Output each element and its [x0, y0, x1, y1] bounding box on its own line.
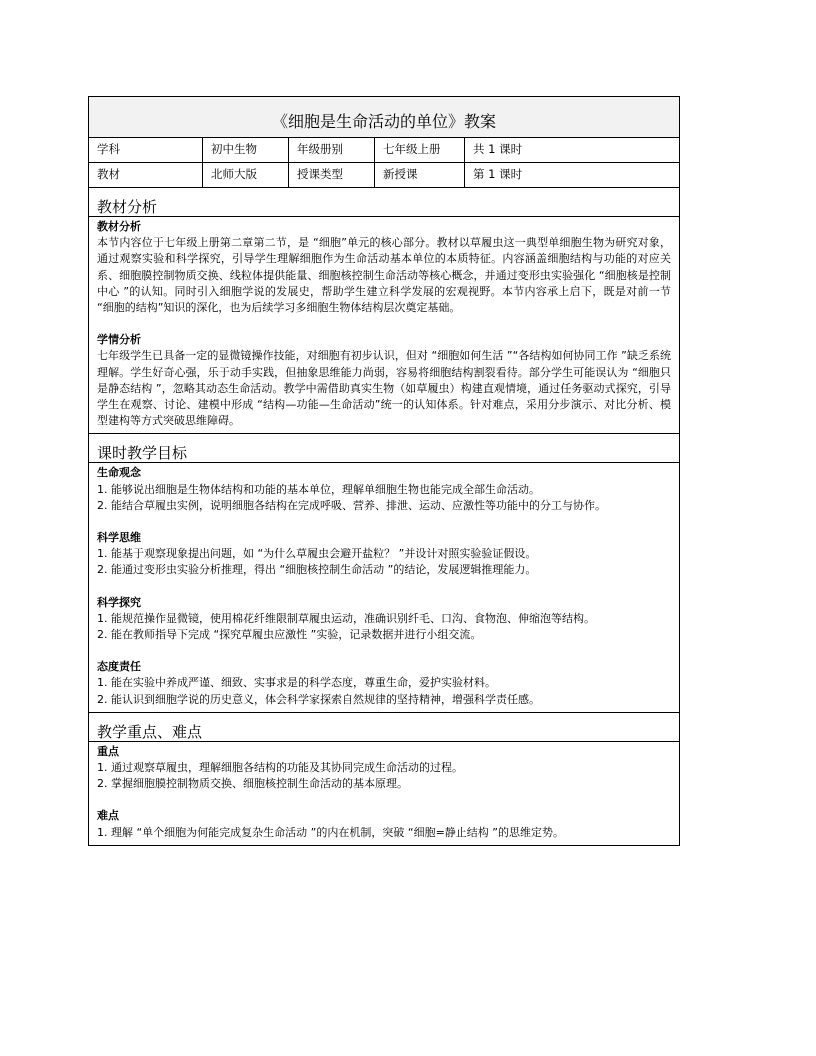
objective-item: 2. 能通过变形虫实验分析推理，得出 “细胞核控制生命活动 ”的结论，发展逻辑推理能力。 [97, 563, 537, 577]
section-heading-objectives: 课时教学目标 [89, 434, 679, 463]
difficult-point-item: 1. 理解 “单个细胞为何能完成复杂生命活动 ”的内在机制，突破 “细胞=静止结构 ”的思维定势。 [97, 825, 564, 839]
grade-label: 年级册别 [289, 138, 375, 162]
page-title: 《细胞是生命活动的单位》教案 [89, 97, 679, 138]
textbook-analysis-title: 教材分析 [97, 220, 141, 233]
student-analysis-title: 学情分析 [97, 333, 141, 347]
info-row-2 [89, 163, 679, 188]
subject-label: 学科 [89, 138, 203, 162]
section-analysis [89, 217, 679, 434]
objective-item: 2. 能在教师指导下完成 “探究草履虫应激性 ”实验，记录数据并进行小组交流。 [97, 628, 482, 642]
objective-item: 1. 能够说出细胞是生物体结构和功能的基本单位，理解单细胞生物也能完成全部生命活动。 [97, 482, 540, 496]
difficult-points-title: 难点 [97, 809, 119, 823]
objective-item: 1. 能在实验中养成严谨、细致、实事求是的科学态度，尊重生命，爱护实验材料。 [97, 676, 496, 690]
info-row-1 [89, 138, 679, 163]
section-heading-keypoints: 教学重点、难点 [89, 713, 679, 742]
key-point-item: 2. 掌握细胞膜控制物质交换、细胞核控制生命活动的基本原理。 [97, 777, 408, 791]
subject-value: 初中生物 [203, 138, 289, 162]
objective-group-title: 科学思维 [97, 531, 141, 545]
lesson-type-label: 授课类型 [289, 163, 375, 187]
section-keypoints [89, 742, 679, 845]
grade-value: 七年级上册 [375, 138, 465, 162]
total-periods: 共 1 课时 [473, 142, 523, 156]
objective-item: 1. 能基于观察现象提出问题，如 “为什么草履虫会避开盐粒？ ”并设计对照实验验证假设。 [97, 547, 537, 561]
lesson-plan-table [88, 96, 680, 846]
objective-item: 2. 能认识到细胞学说的历史意义，体会科学家探索自然规律的坚持精神，增强科学责任感。 [97, 692, 540, 706]
section-heading-analysis: 教材分析 [89, 188, 679, 217]
textbook-value: 北师大版 [203, 163, 289, 187]
textbook-analysis-text: 本节内容位于七年级上册第二章第二节，是 “细胞”单元的核心部分。教材以草履虫这一典型单细胞生物为研究对象，通过观察实验和科学探究，引导学生理解细胞作为生命活动基本单位的本质特征。内容涵盖细胞结构与功能的对应关系、细胞膜控制物质交换、线粒体提供能量、细胞核控制生命活动等核心概念，并通过变形虫实验强化 “细胞核是控制中心 ”的认知。同时引入细胞学说的发展史，帮助学生建立科学发展的宏观视野。本节内容承上启下，既是对前一节 “细胞的结构”知识的深化，也为后续学习多细胞生物体结构层次奠定基础。 [97, 236, 671, 315]
student-analysis-text: 七年级学生已具备一定的显微镜操作技能，对细胞有初步认识，但对 “细胞如何生活 ”“各结构如何协同工作 ”缺乏系统理解。学生好奇心强，乐于动手实践，但抽象思维能力尚弱，容易将细胞结构割裂看待。部分学生可能误认为 “细胞只是静态结构 ”，忽略其动态生命活动。教学中需借助真实生物（如草履虫）构建直观情境，通过任务驱动式探究，引导学生在观察、讨论、建模中形成 “结构—功能—生命活动”统一的认知体系。针对难点，采用分步演示、对比分析、模型建构等方式突破思维障碍。 [97, 349, 671, 428]
objective-group-title: 科学探究 [97, 595, 141, 609]
objective-item: 2. 能结合草履虫实例，说明细胞各结构在完成呼吸、营养、排泄、运动、应激性等功能中的分工与协作。 [97, 498, 606, 512]
lesson-type-value: 新授课 [375, 163, 465, 187]
current-period: 第 1 课时 [473, 167, 523, 181]
textbook-label: 教材 [89, 163, 203, 187]
objective-group-title: 生命观念 [97, 466, 141, 480]
objective-group-title: 态度责任 [97, 660, 141, 674]
key-points-title: 重点 [97, 744, 119, 758]
key-point-item: 1. 通过观察草履虫，理解细胞各结构的功能及其协同完成生命活动的过程。 [97, 761, 463, 775]
section-objectives [89, 463, 679, 712]
objective-item: 1. 能规范操作显微镜，使用棉花纤维限制草履虫运动，准确识别纤毛、口沟、食物泡、伸缩泡等结构。 [97, 611, 595, 625]
